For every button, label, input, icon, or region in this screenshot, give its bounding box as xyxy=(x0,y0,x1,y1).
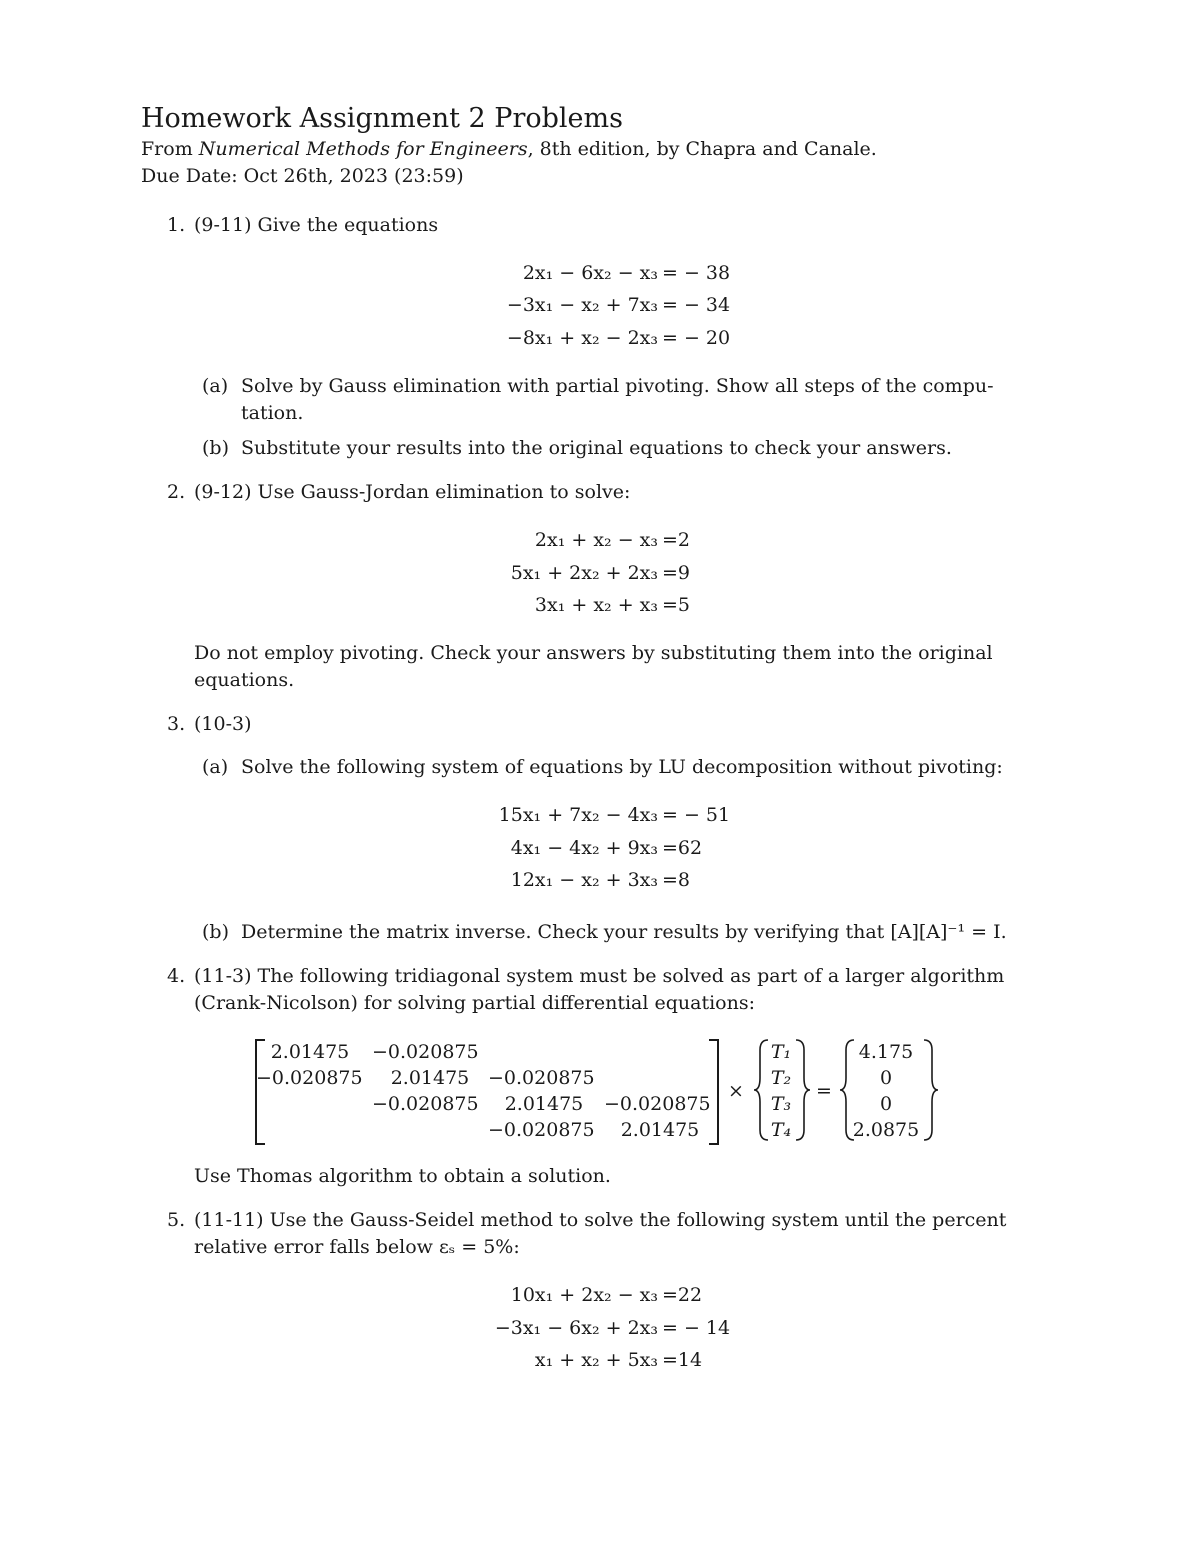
problem-2-note: Do not employ pivoting. Check your answers by substituting them into the original xyxy=(194,642,993,664)
equation-rhs: =9 xyxy=(662,562,691,584)
matrix-cell: −0.020875 xyxy=(604,1093,711,1115)
problem-3-text: (10-3) xyxy=(194,713,252,735)
source-line xyxy=(141,138,877,160)
unknown-t4: T₄ xyxy=(770,1119,792,1141)
problem-5-number: 5. xyxy=(167,1209,186,1231)
problem-4-note: Use Thomas algorithm to obtain a solution. xyxy=(194,1165,611,1187)
matrix-cell: 2.01475 xyxy=(270,1041,350,1063)
problem-3a-label: (a) xyxy=(202,756,229,778)
page-title: Homework Assignment 2 Problems xyxy=(141,103,623,134)
equation-rhs: =8 xyxy=(662,869,691,891)
equation-rhs: =2 xyxy=(662,529,691,551)
equation-lhs: 10x₁ + 2x₂ − x₃ xyxy=(510,1284,658,1306)
problem-3a-text: Solve the following system of equations by LU decomposition without pivoting: xyxy=(241,756,1003,778)
equation-rhs: =14 xyxy=(662,1349,703,1371)
equation-rhs: =62 xyxy=(662,837,703,859)
matrix-cell: −0.020875 xyxy=(372,1041,479,1063)
source-suffix: , 8th edition, by Chapra and Canale. xyxy=(527,138,877,160)
equation-lhs: −3x₁ − x₂ + 7x₃ xyxy=(506,294,658,316)
rhs-value: 0 xyxy=(879,1067,893,1089)
due-date: Due Date: Oct 26th, 2023 (23:59) xyxy=(141,165,464,187)
equation-rhs: = − 38 xyxy=(662,262,731,284)
problem-3-number: 3. xyxy=(167,713,186,735)
equation-lhs: −8x₁ + x₂ − 2x₃ xyxy=(506,327,658,349)
problem-2-number: 2. xyxy=(167,481,186,503)
times-sign: × xyxy=(728,1080,744,1102)
equation-rhs: = − 14 xyxy=(662,1317,731,1339)
equation-rhs: = − 34 xyxy=(662,294,731,316)
equation-lhs: 12x₁ − x₂ + 3x₃ xyxy=(510,869,658,891)
unknowns-right-brace xyxy=(794,1038,814,1142)
problem-5-text: (11-11) Use the Gauss-Seidel method to solve the following system until the percent xyxy=(194,1209,1007,1231)
equation-lhs: −3x₁ − 6x₂ + 2x₃ xyxy=(494,1317,658,1339)
unknown-t1: T₁ xyxy=(770,1041,792,1063)
matrix-cell: −0.020875 xyxy=(256,1067,363,1089)
equation-lhs: 2x₁ + x₂ − x₃ xyxy=(534,529,658,551)
matrix-cell: 2.01475 xyxy=(390,1067,470,1089)
problem-1a-label: (a) xyxy=(202,375,229,397)
book-title: Numerical Methods for Engineers xyxy=(198,138,528,160)
rhs-value: 0 xyxy=(879,1093,893,1115)
problem-5-text-cont: relative error falls below εₛ = 5%: xyxy=(194,1236,520,1258)
problem-4-number: 4. xyxy=(167,965,186,987)
equation-lhs: 2x₁ − 6x₂ − x₃ xyxy=(522,262,658,284)
unknown-t2: T₂ xyxy=(770,1067,792,1089)
problem-2-note-cont: equations. xyxy=(194,669,295,691)
problem-2-text: (9-12) Use Gauss-Jordan elimination to solve: xyxy=(194,481,631,503)
matrix-cell: −0.020875 xyxy=(488,1067,595,1089)
problem-1a-text-cont: tation. xyxy=(241,402,304,424)
problem-4-text-cont: (Crank-Nicolson) for solving partial differential equations: xyxy=(194,992,755,1014)
problem-1b-text: Substitute your results into the original equations to check your answers. xyxy=(241,437,952,459)
rhs-value: 4.175 xyxy=(858,1041,914,1063)
matrix-cell: −0.020875 xyxy=(488,1119,595,1141)
problem-4-text: (11-3) The following tridiagonal system must be solved as part of a larger algorithm xyxy=(194,965,1005,987)
problem-1b-label: (b) xyxy=(202,437,229,459)
equation-rhs: = − 20 xyxy=(662,327,731,349)
matrix-cell: −0.020875 xyxy=(372,1093,479,1115)
matrix-right-bracket xyxy=(709,1039,719,1145)
equation-lhs: 5x₁ + 2x₂ + 2x₃ xyxy=(510,562,658,584)
equation-rhs: =22 xyxy=(662,1284,703,1306)
equals-sign: = xyxy=(816,1080,832,1102)
rhs-right-brace xyxy=(922,1038,942,1142)
equation-lhs: 15x₁ + 7x₂ − 4x₃ xyxy=(498,804,658,826)
matrix-cell: 2.01475 xyxy=(504,1093,584,1115)
problem-1-text: (9-11) Give the equations xyxy=(194,214,439,236)
matrix-cell: 2.01475 xyxy=(620,1119,700,1141)
equation-rhs: =5 xyxy=(662,594,691,616)
equation-rhs: = − 51 xyxy=(662,804,731,826)
equation-lhs: x₁ + x₂ + 5x₃ xyxy=(534,1349,658,1371)
source-prefix: From xyxy=(141,138,199,160)
rhs-value: 2.0875 xyxy=(852,1119,920,1141)
unknown-t3: T₃ xyxy=(770,1093,792,1115)
problem-3b-label: (b) xyxy=(202,921,229,943)
problem-1a-text: Solve by Gauss elimination with partial pivoting. Show all steps of the compu- xyxy=(241,375,994,397)
equation-lhs: 4x₁ − 4x₂ + 9x₃ xyxy=(510,837,658,859)
problem-1-number: 1. xyxy=(167,214,186,236)
problem-3b-text: Determine the matrix inverse. Check your results by verifying that [A][A]⁻¹ = I. xyxy=(241,921,1007,943)
equation-lhs: 3x₁ + x₂ + x₃ xyxy=(534,594,658,616)
